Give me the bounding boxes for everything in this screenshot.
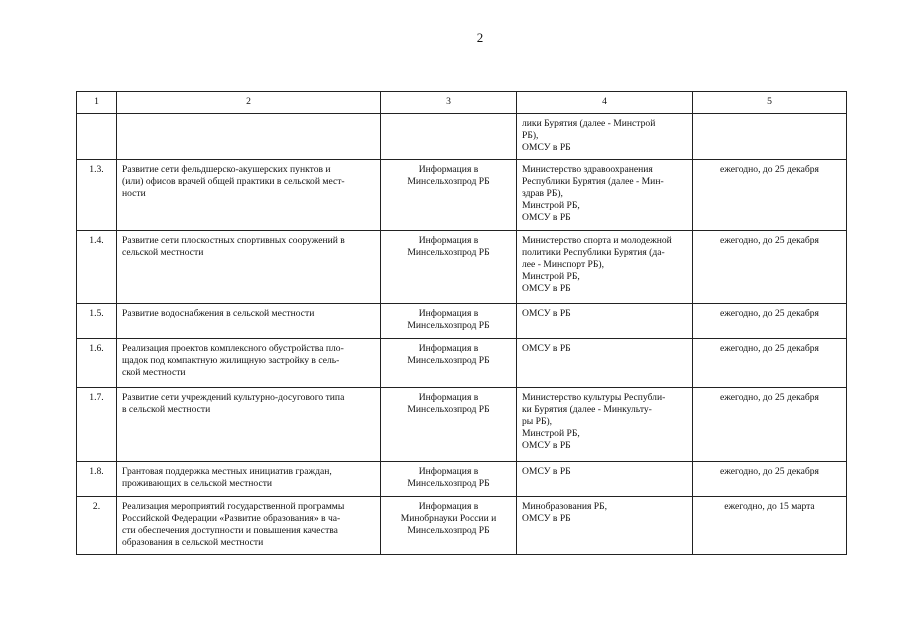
header-cell-5: 5 <box>693 92 847 114</box>
measure-name: Реализация проектов комплексного обустройства пло- щадок под компактную жилищную застройку в сель- ской местности <box>117 339 381 388</box>
info-recipient: Информация в Минсельхозпрод РБ <box>381 304 517 339</box>
info-recipient: Информация в Минсельхозпрод РБ <box>381 388 517 462</box>
measure-name: Грантовая поддержка местных инициатив граждан, проживающих в сельской местности <box>117 462 381 497</box>
executors: лики Бурятия (далее - Минстрой РБ), ОМСУ в РБ <box>517 114 693 160</box>
deadline: ежегодно, до 25 декабря <box>693 231 847 304</box>
table-row <box>77 462 847 497</box>
header-cell-3: 3 <box>381 92 517 114</box>
executors: ОМСУ в РБ <box>517 462 693 497</box>
executors: Министерство культуры Республи- ки Бурятия (далее - Минкульту- ры РБ), Минстрой РБ, ОМСУ в РБ <box>517 388 693 462</box>
deadline: ежегодно, до 25 декабря <box>693 160 847 231</box>
row-number <box>77 114 117 160</box>
table-row <box>77 231 847 304</box>
row-number: 1.5. <box>77 304 117 339</box>
table-row <box>77 497 847 555</box>
info-recipient: Информация в Минсельхозпрод РБ <box>381 160 517 231</box>
measure-name: Реализация мероприятий государственной программы Российской Федерации «Развитие образования» в ча- сти обеспечения доступности и повышения качества образования в сельской местности <box>117 497 381 555</box>
header-cell-2: 2 <box>117 92 381 114</box>
header-cell-1: 1 <box>77 92 117 114</box>
deadline: ежегодно, до 25 декабря <box>693 339 847 388</box>
table-row <box>77 114 847 160</box>
measures-table <box>76 91 847 555</box>
row-number: 1.8. <box>77 462 117 497</box>
info-recipient: Информация в Минсельхозпрод РБ <box>381 462 517 497</box>
deadline <box>693 114 847 160</box>
executors: Министерство здравоохранения Республики Бурятия (далее - Мин- здрав РБ), Минстрой РБ, ОМСУ в РБ <box>517 160 693 231</box>
measure-name: Развитие сети фельдшерско-акушерских пунктов и (или) офисов врачей общей практики в сельской мест- ности <box>117 160 381 231</box>
deadline: ежегодно, до 25 декабря <box>693 462 847 497</box>
row-number: 1.3. <box>77 160 117 231</box>
deadline: ежегодно, до 25 декабря <box>693 388 847 462</box>
measure-name: Развитие водоснабжения в сельской местности <box>117 304 381 339</box>
header-cell-4: 4 <box>517 92 693 114</box>
table-row <box>77 304 847 339</box>
info-recipient: Информация в Минсельхозпрод РБ <box>381 339 517 388</box>
executors: ОМСУ в РБ <box>517 339 693 388</box>
measure-name: Развитие сети учреждений культурно-досугового типа в сельской местности <box>117 388 381 462</box>
info-recipient: Информация в Минобрнауки России и Минсельхозпрод РБ <box>381 497 517 555</box>
deadline: ежегодно, до 15 марта <box>693 497 847 555</box>
row-number: 1.6. <box>77 339 117 388</box>
measure-name: Развитие сети плоскостных спортивных сооружений в сельской местности <box>117 231 381 304</box>
row-number: 2. <box>77 497 117 555</box>
executors: Минобразования РБ, ОМСУ в РБ <box>517 497 693 555</box>
measure-name <box>117 114 381 160</box>
deadline: ежегодно, до 25 декабря <box>693 304 847 339</box>
row-number: 1.4. <box>77 231 117 304</box>
row-number: 1.7. <box>77 388 117 462</box>
info-recipient: Информация в Минсельхозпрод РБ <box>381 231 517 304</box>
table-row <box>77 388 847 462</box>
table-header-row <box>77 92 847 114</box>
executors: Министерство спорта и молодежной политики Республики Бурятия (да- лее - Минспорт РБ), Минстрой РБ, ОМСУ в РБ <box>517 231 693 304</box>
table-row <box>77 160 847 231</box>
executors: ОМСУ в РБ <box>517 304 693 339</box>
info-recipient <box>381 114 517 160</box>
table-row <box>77 339 847 388</box>
page-number: 2 <box>476 30 484 45</box>
